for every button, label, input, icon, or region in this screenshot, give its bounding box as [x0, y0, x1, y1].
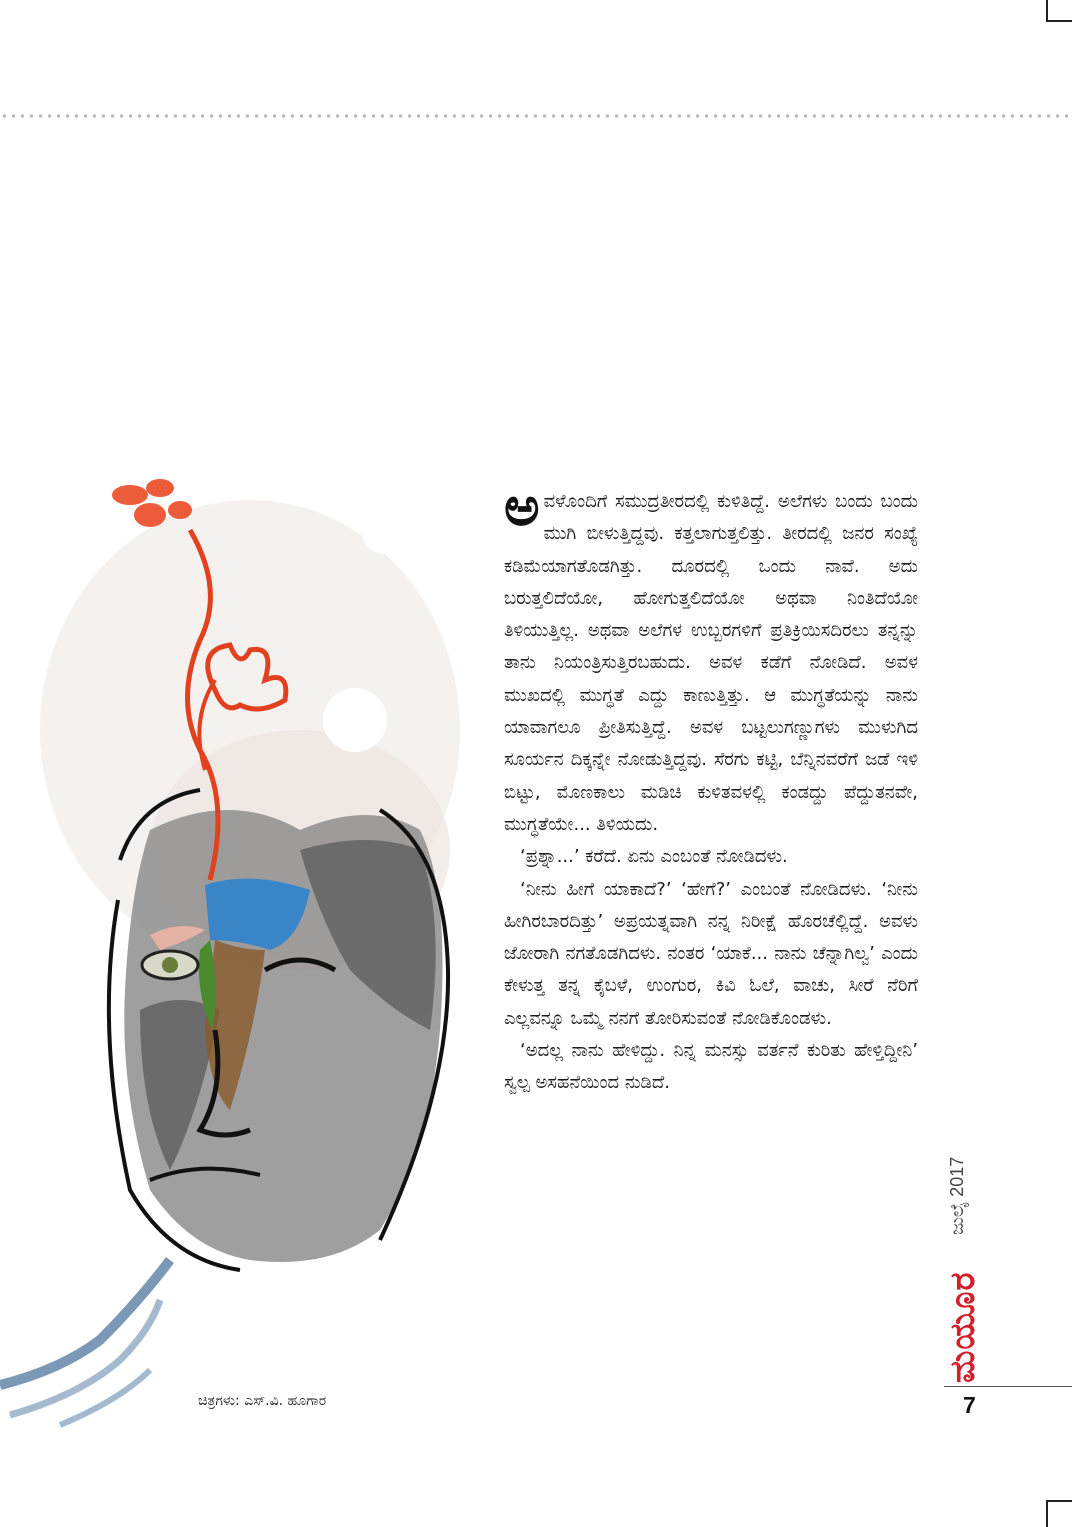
crop-mark-top: [1046, 0, 1072, 22]
magazine-name: ಮಯೂರ: [943, 1271, 983, 1383]
issue-date: ಜುಲೈ 2017: [947, 1156, 967, 1235]
illustration-credit: ಚಿತ್ರಗಳು: ಎಸ್.ವಿ. ಹೂಗಾರ: [198, 1393, 327, 1409]
dotted-divider: [0, 113, 1072, 119]
page-number: 7: [963, 1392, 976, 1418]
drop-cap: ಅ: [504, 475, 540, 538]
article-paragraph: ‘ಅದಲ್ಲ ನಾನು ಹೇಳಿದ್ದು. ನಿನ್ನ ಮನಸ್ಸು ವರ್ತನೆ ಕುರಿತು ಹೇಳ್ತಿದ್ದೀನಿ’ ಸ್ವಲ್ಪ ಅಸಹನೆಯಿಂದ ನುಡಿದೆ.: [504, 1040, 918, 1094]
side-label: [937, 1115, 997, 1383]
paragraph-text: ವಳೊಂದಿಗೆ ಸಮುದ್ರತೀರದಲ್ಲಿ ಕುಳಿತಿದ್ದೆ. ಅಲೆಗಳು ಬಂದು ಬಂದು ಮುಗಿ ಬೀಳುತ್ತಿದ್ದವು. ಕತ್ತಲಾಗುತ್ತಲಿತ್ತು. ತೀರದಲ್ಲಿ ಜನರ ಸಂಖ್ಯೆ ಕಡಿಮೆಯಾಗತೊಡಗಿತ್ತು. ದೂರದಲ್ಲಿ ಒಂದು ನಾವೆ. ಅದು ಬರುತ್ತಲಿದೆಯೋ, ಹೋಗುತ್ತಲಿದೆಯೋ ಅಥವಾ ನಿಂತಿದೆಯೋ ತಿಳಿಯುತ್ತಿಲ್ಲ. ಅಥವಾ ಅಲೆಗಳ ಉಬ್ಬರಗಳಿಗೆ ಪ್ರತಿಕ್ರಿಯಿಸದಿರಲು ತನ್ನನ್ನು ತಾನು ನಿಯಂತ್ರಿಸುತ್ತಿರಬಹುದು. ಅವಳ ಕಡೆಗೆ ನೋಡಿದೆ. ಅವಳ ಮುಖದಲ್ಲಿ ಮುಗ್ಧತೆ ಎದ್ದು ಕಾಣುತ್ತಿತ್ತು. ಆ ಮುಗ್ಧತೆಯನ್ನು ನಾನು ಯಾವಾಗಲೂ ಪ್ರೀತಿಸುತ್ತಿದ್ದೆ. ಅವಳ ಬಟ್ಟಲುಗಣ್ಣುಗಳು ಮುಳುಗಿದ ಸೂರ್ಯನ ದಿಕ್ಕನ್ನೇ ನೋಡುತ್ತಿದ್ದವು. ಸೆರಗು ಕಟ್ಟಿ, ಬೆನ್ನಿನವರೆಗೆ ಜಡೆ ಇಳಿ ಬಿಟ್ಟು, ಮೊಣಕಾಲು ಮಡಿಚಿ ಕುಳಿತವಳಲ್ಲಿ ಕಂಡದ್ದು ಪೆದ್ದುತನವೇ, ಮುಗ್ಧತೆಯೇ... ತಿಳಿಯದು.: [504, 491, 918, 835]
article-body: [504, 475, 918, 1100]
page-number-rule: [944, 1386, 1072, 1387]
article-paragraph: ‘ನೀನು ಹೀಗೆ ಯಾಕಾದೆ?’ ‘ಹೇಗೆ?’ ಎಂಬಂತೆ ನೋಡಿದಳು. ‘ನೀನು ಹೀಗಿರಬಾರದಿತ್ತು’ ಅಪ್ರಯತ್ನವಾಗಿ ನನ್ನ ನಿರೀಕ್ಷೆ ಹೊರಚೆಲ್ಲಿದ್ದೆ. ಅವಳು ಜೋರಾಗಿ ನಗತೊಡಗಿದಳು. ನಂತರ ‘ಯಾಕೆ... ನಾನು ಚೆನ್ನಾಗಿಲ್ವ’ ಎಂದು ಕೇಳುತ್ತ ತನ್ನ ಕೈಬಳೆ, ಉಂಗುರ, ಕಿವಿ ಓಲೆ, ವಾಚು, ಸೀರೆ ನೆರಿಗೆ ಎಲ್ಲವನ್ನೂ ಒಮ್ಮೆ ನನಗೆ ತೋರಿಸುವಂತೆ ನೋಡಿಕೊಂಡಳು.: [504, 878, 918, 1029]
face-illustration: [0, 470, 470, 1430]
article-paragraph: [504, 475, 918, 841]
article-paragraph: ‘ಪ್ರಶ್ನಾ...’ ಕರೆದೆ. ಏನು ಎಂಬಂತೆ ನೋಡಿದಳು.: [520, 846, 788, 868]
crop-mark-bottom: [1046, 1500, 1072, 1527]
